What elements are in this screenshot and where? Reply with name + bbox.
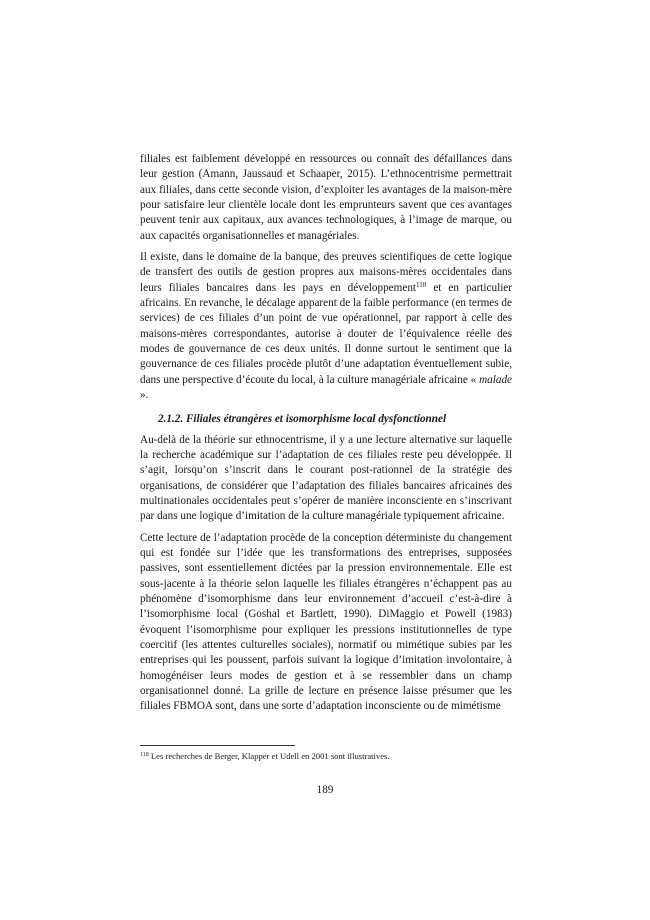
main-text [140, 152, 512, 721]
footnote-divider [140, 745, 295, 746]
emphasis-text: malade [479, 373, 512, 386]
paragraph [140, 250, 512, 403]
page-number: 189 [316, 784, 334, 796]
footnote [140, 751, 512, 762]
footnote-number: 118 [140, 752, 149, 758]
footnote-text: Les recherches de Berger, Klapper et Udell en 2001 sont illustratives. [148, 751, 390, 761]
paragraph-text: ». [140, 389, 149, 402]
paragraph-text: Il existe, dans le domaine de la banque, des preuves scientifiques de cette logique de transfert des outils de gestion propres aux maisons-mères occidentales dans leurs filiales bancaires dans les pays en développement [140, 251, 512, 294]
paragraph: filiales est faiblement développé en ressources ou connaît des défaillances dans leur gestion (Amann, Jaussaud et Schaaper, 2015). L’ethnocentrisme permettrait aux filiales, dans cette seconde vision, d’exploiter les avantages de la maison-mère pour satisfaire leur clientèle locale dont les emprunteurs savent que ces avantages peuvent tenir aux capitaux, aux avances technologiques, à l’image de marque, ou aux capacités organisationnelles et managériales. [140, 153, 512, 242]
section-heading: 2.1.2. Filiales étrangères et isomorphisme local dysfonctionnel [158, 412, 447, 425]
paragraph: Au-delà de la théorie sur ethnocentrisme, il y a une lecture alternative sur laquelle la recherche académique sur l’adaptation de ces filiales reste peu développée. Il s’agit, lorsqu’on s’inscrit dans le courant post-rationnel de la stratégie des organisations, de considérer que l’adaptation des filiales bancaires africaines des multinationales occidentales peut s’opérer de manière inconsciente en s’inscrivant par dans une logique d’imitation de la culture managériale typiquement africaine. [140, 433, 512, 523]
paragraph-text: et en particulier africains. En revanche, le décalage apparent de la faible performance (en termes de services) de ces filiales d’un point de vue opérationnel, par rapport à celle des maisons-mères correspondantes, autorise à douter de l’équivalence réelle des modes de gouvernance de ces deux unités. Il donne surtout le sentiment que la gouvernance de ces filiales procède plutôt d’une adaptation éventuellement subie, dans une perspective d’écoute du local, à la culture managériale africaine « [140, 281, 512, 386]
footnote-reference: 118 [416, 280, 427, 289]
paragraph: Cette lecture de l’adaptation procède de la conception déterministe du changement qui est fondée sur l’idée que les transformations des entreprises, supposées passives, sont essentiellement dictées par la pression environnementale. Elle est sous-jacente à la théorie selon laquelle les filiales étrangères n’échappent pas au phénomène d’isomorphisme dans leur environnement d’accueil c’est-à-dire à l’isomorphisme local (Goshal et Bartlett, 1990). DiMaggio et Powell (1983) évoquent l’isomorphisme pour expliquer les pressions institutionnelles de type coercitif (les attentes culturelles sociales), normatif ou mimétique subies par les entreprises qui les poussent, parfois suivant la logique d’imitation involontaire, à homogénéiser leurs modes de gestion et à se ressembler dans un champ organisationnel donné. La grille de lecture en présence laisse présumer que les filiales FBMOA sont, dans une sorte d’adaptation inconsciente ou de mimétisme [140, 531, 512, 713]
